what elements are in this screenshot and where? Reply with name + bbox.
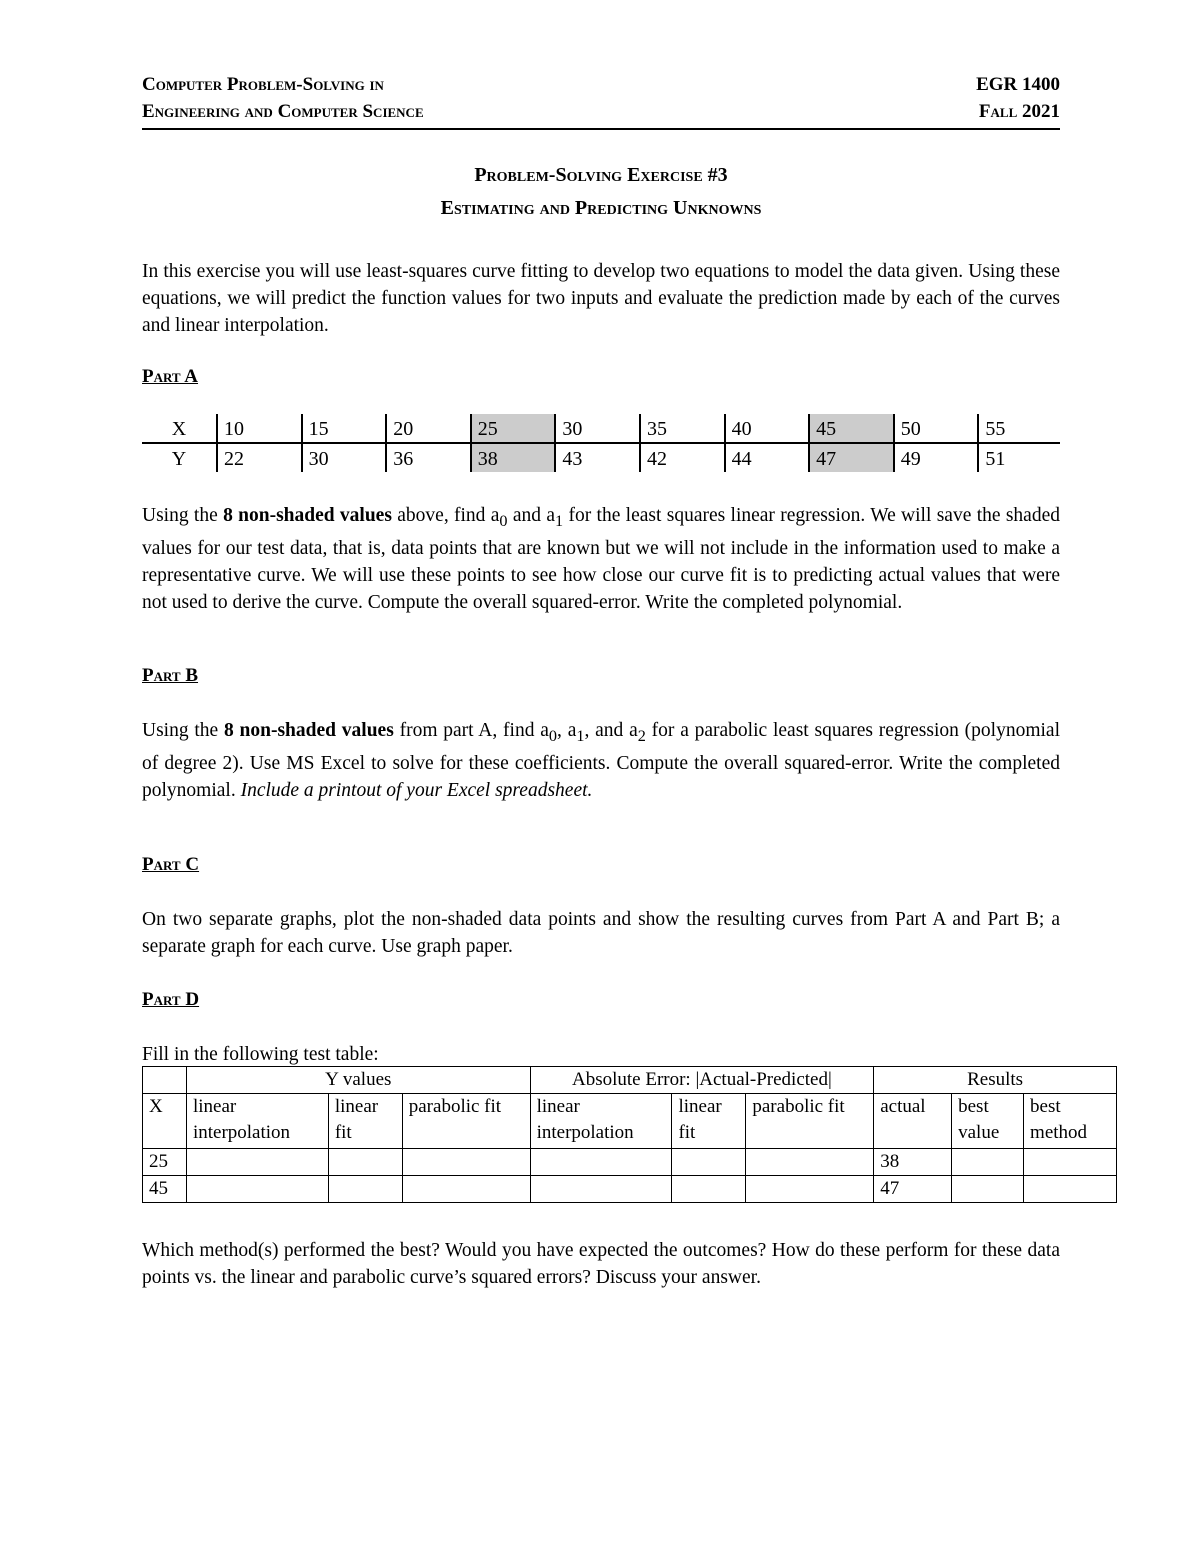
actual-cell: 47 (874, 1176, 952, 1203)
part-b-italic-text: Include a printout of your Excel spreadsheet. (240, 779, 593, 801)
table-row (143, 1149, 1117, 1176)
col-header-best-value: best value (952, 1094, 1024, 1149)
blank-answer-cell[interactable] (746, 1176, 874, 1203)
part-d-heading: Part D (142, 989, 200, 1010)
col-header-error-parabolic-fit: parabolic fit (746, 1094, 874, 1149)
part-a-heading: Part A (142, 366, 199, 387)
test-table-column-header (143, 1094, 1117, 1149)
y-cell: 42 (640, 443, 725, 472)
blank-answer-cell[interactable] (530, 1149, 672, 1176)
x-cell-shaded: 45 (809, 414, 894, 443)
course-title-line2: Engineering and Computer Science (142, 101, 424, 122)
blank-answer-cell[interactable] (186, 1149, 328, 1176)
col-header-error-linear-fit: linear fit (672, 1094, 746, 1149)
part-a-text: Using the (142, 505, 224, 526)
blank-answer-cell[interactable] (746, 1149, 874, 1176)
y-cell: 36 (386, 443, 471, 472)
part-a-text: and a (507, 505, 556, 526)
y-cell: 22 (217, 443, 302, 472)
course-code: EGR 1400 (976, 74, 1060, 95)
x-cell: 20 (386, 414, 471, 443)
results-header: Results (874, 1067, 1117, 1094)
data-row-x (142, 414, 1060, 443)
blank-answer-cell[interactable] (672, 1176, 746, 1203)
empty-cell (143, 1067, 187, 1094)
col-header-error-linear-interpolation: linear interpolation (530, 1094, 672, 1149)
part-a-text: above, find a (391, 505, 500, 526)
blank-answer-cell[interactable] (952, 1176, 1024, 1203)
discussion-question: Which method(s) performed the best? Would you have expected the outcomes? How do these perform for these data points vs. the linear and parabolic curve’s squared errors? Discuss your answer. (142, 1240, 1060, 1288)
x-cell: 15 (302, 414, 387, 443)
col-header-parabolic-fit: parabolic fit (402, 1094, 530, 1149)
y-cell: 44 (725, 443, 810, 472)
part-a-bold-text: 8 non-shaded values (223, 505, 392, 526)
x-cell-shaded: 25 (471, 414, 556, 443)
subscript: 0 (548, 726, 558, 745)
y-cell-shaded: 47 (809, 443, 894, 472)
part-b-heading: Part B (142, 665, 199, 686)
part-b-text: , a (557, 720, 577, 741)
col-header-actual: actual (874, 1094, 952, 1149)
x-cell: 40 (725, 414, 810, 443)
part-b-text: Using the (142, 720, 224, 741)
part-a-text: for the least squares linear regression. We will save the shaded values for our test data, that is, data points that are known but we will not include in the information used to make a representative curve. We will use these points to see how close our curve fit is to predicting actual values that were not used to derive the curve. Compute the overall squared-error. Write the completed polynomial. (142, 505, 1060, 613)
part-a-paragraph (142, 502, 1060, 616)
y-cell: 43 (555, 443, 640, 472)
document-header (142, 72, 1060, 130)
blank-answer-cell[interactable] (1024, 1176, 1117, 1203)
data-table (142, 414, 1060, 472)
blank-answer-cell[interactable] (186, 1176, 328, 1203)
blank-answer-cell[interactable] (672, 1149, 746, 1176)
y-cell: 30 (302, 443, 387, 472)
subscript: 1 (555, 511, 564, 530)
part-c-heading: Part C (142, 854, 200, 875)
exercise-subtitle: Estimating and Predicting Unknowns (440, 197, 762, 219)
subscript: 2 (637, 726, 646, 745)
test-table (142, 1066, 1117, 1203)
y-row-label: Y (171, 448, 187, 470)
part-c-paragraph: On two separate graphs, plot the non-shaded data points and show the resulting curves from Part A and Part B; a separate graph for each curve. Use graph paper. (142, 909, 1060, 957)
intro-paragraph: In this exercise you will use least-squares curve fitting to develop two equations to model the data given. Using these equations, we will predict the function values for two inputs and evaluate the prediction made by each of the curves and linear interpolation. (142, 261, 1060, 336)
part-b-bold-text: 8 non-shaded values (224, 720, 394, 741)
x-cell: 35 (640, 414, 725, 443)
course-title-line1: Computer Problem-Solving in (142, 74, 384, 95)
part-b-text: , and a (584, 720, 638, 741)
blank-answer-cell[interactable] (530, 1176, 672, 1203)
part-b-text: for a parabolic least squares regression (polynomial of degree 2). Use MS Excel to solve for these coefficients. Compute the overall squared-error. Write the completed polynomial. (142, 720, 1061, 801)
x-row-label: X (142, 414, 217, 443)
col-header-linear-interpolation: linear interpolation (186, 1094, 328, 1149)
blank-answer-cell[interactable] (328, 1176, 402, 1203)
subscript: 0 (499, 511, 508, 530)
x-cell: 55 (978, 414, 1060, 443)
actual-cell: 38 (874, 1149, 952, 1176)
data-row-y (142, 443, 1060, 472)
y-cell: 51 (978, 443, 1060, 472)
y-values-header: Y values (186, 1067, 530, 1094)
part-b-paragraph (142, 717, 1060, 804)
test-table-group-header (143, 1067, 1117, 1094)
subscript: 1 (576, 726, 585, 745)
col-header-linear-fit: linear fit (328, 1094, 402, 1149)
y-cell-shaded: 38 (471, 443, 556, 472)
col-header-best-method: best method (1024, 1094, 1117, 1149)
x-cell: 25 (143, 1149, 187, 1176)
part-b-text: from part A, find a (393, 720, 549, 741)
blank-answer-cell[interactable] (1024, 1149, 1117, 1176)
x-header: X (143, 1094, 187, 1149)
table-row (143, 1176, 1117, 1203)
x-cell: 10 (217, 414, 302, 443)
part-d-intro: Fill in the following test table: (142, 1044, 379, 1065)
blank-answer-cell[interactable] (952, 1149, 1024, 1176)
blank-answer-cell[interactable] (328, 1149, 402, 1176)
blank-answer-cell[interactable] (402, 1176, 530, 1203)
course-term: Fall 2021 (978, 101, 1060, 122)
x-cell: 50 (894, 414, 979, 443)
absolute-error-header: Absolute Error: |Actual-Predicted| (530, 1067, 874, 1094)
blank-answer-cell[interactable] (402, 1149, 530, 1176)
exercise-title: Problem-Solving Exercise #3 (474, 164, 728, 186)
x-cell: 45 (143, 1176, 187, 1203)
x-cell: 30 (555, 414, 640, 443)
y-cell: 49 (894, 443, 979, 472)
